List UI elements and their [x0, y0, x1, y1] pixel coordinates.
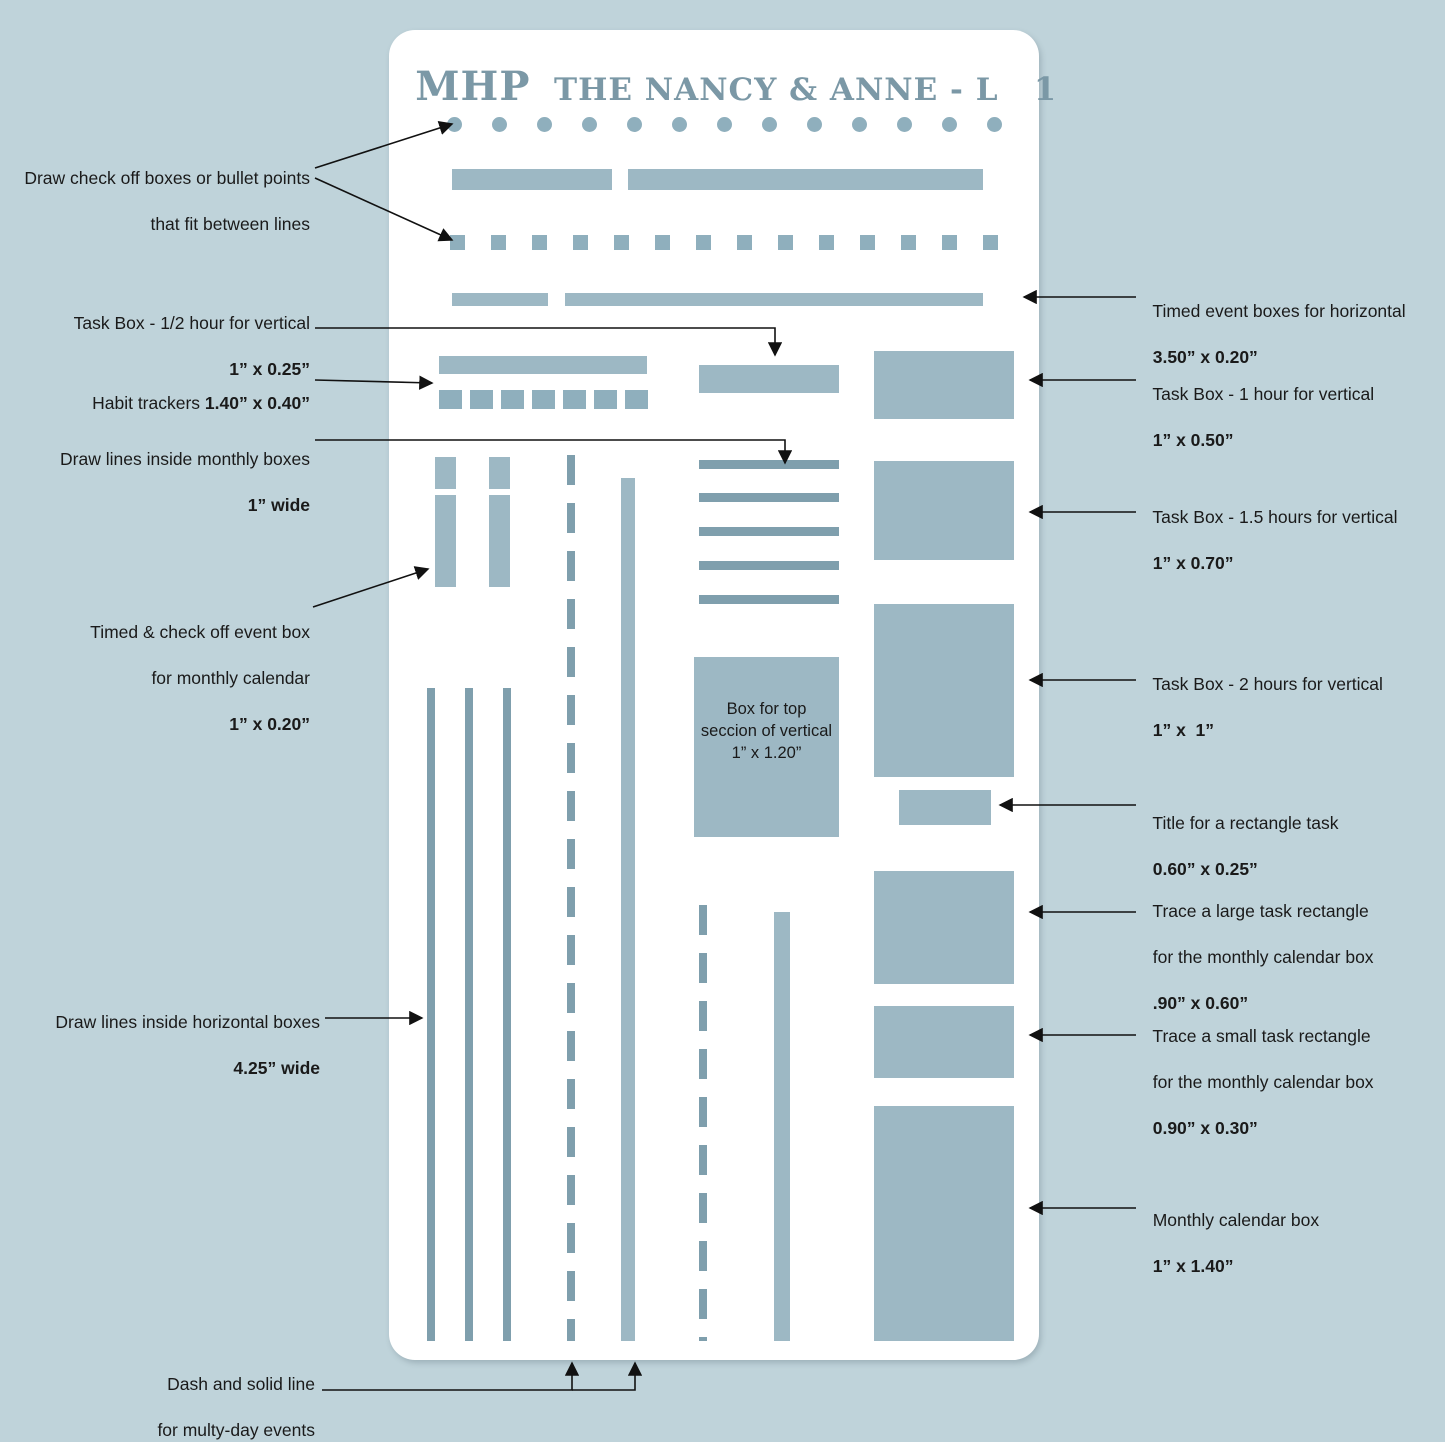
annotation-timed-event-boxes-horizontal: Timed event boxes for horizontal 3.50” x 0.20” [1152, 301, 1406, 367]
annotation-task-box-half-hour: Task Box - 1/2 hour for vertical 1” x 0.25” [73, 313, 310, 379]
cutout-bar-long-1 [628, 169, 983, 190]
timed-event-bar-1 [435, 495, 456, 587]
annotation-timed-checkoff-event-box: Timed & check off event box for monthly calendar 1” x 0.20” [90, 622, 310, 734]
title-rectangle-task-cutout [899, 790, 991, 825]
timed-event-box-1 [435, 457, 456, 489]
annotation-title-rectangle-task: Title for a rectangle task 0.60” x 0.25” [1152, 813, 1339, 879]
stencil-card [389, 30, 1058, 1360]
stencil-header [389, 44, 1058, 129]
monthly-calendar-box-cutout [874, 1106, 1014, 1341]
cutout-bar-short-2 [452, 293, 548, 306]
brand-mark: MHP [415, 63, 531, 110]
annotation-monthly-calendar-box: Monthly calendar box 1” x 1.40” [1152, 1210, 1320, 1276]
annotation-dash-solid-line: Dash and solid line for multy-day events [157, 1374, 315, 1440]
solid-line-left [621, 478, 635, 1341]
task-box-1-5-hours-cutout [874, 461, 1014, 560]
stencil-title: THE NANCY & ANNE - L [554, 72, 999, 108]
cutout-bar-short-1 [452, 169, 612, 190]
timed-event-bar-2 [489, 495, 510, 587]
task-box-2-hours-cutout [874, 604, 1014, 777]
dashed-line-left [567, 455, 575, 1341]
annotation-task-box-1-hour: Task Box - 1 hour for vertical 1” x 0.50” [1152, 384, 1375, 450]
trace-large-task-rectangle-cutout [874, 871, 1014, 984]
task-box-half-hour-cutout [699, 365, 839, 393]
annotation-task-box-1-5-hours: Task Box - 1.5 hours for vertical 1” x 0.70” [1152, 507, 1398, 573]
annotation-lines-horizontal-boxes: Draw lines inside horizontal boxes 4.25” wide [55, 1012, 320, 1078]
annotation-trace-small-task-rectangle: Trace a small task rectangle for the monthly calendar box 0.90” x 0.30” [1152, 1026, 1374, 1138]
annotation-lines-monthly-boxes: Draw lines inside monthly boxes 1” wide [60, 449, 310, 515]
annotation-task-box-2-hours: Task Box - 2 hours for vertical 1” x 1” [1152, 674, 1383, 740]
habit-tracker-bar [439, 356, 647, 374]
cutout-bar-long-2 [565, 293, 983, 306]
dashed-line-right [699, 905, 707, 1341]
trace-small-task-rectangle-cutout [874, 1006, 1014, 1078]
solid-line-right [774, 912, 790, 1341]
annotation-checkoff-boxes: Draw check off boxes or bullet points that fit between lines [24, 168, 310, 234]
timed-event-box-2 [489, 457, 510, 489]
stencil-number: 1 [1033, 70, 1058, 108]
annotation-habit-trackers: Habit trackers 1.40” x 0.40” [92, 393, 310, 413]
vertical-top-section-box-label: Box for top seccion of vertical 1” x 1.20” [700, 700, 833, 762]
task-box-1-hour-cutout [874, 351, 1014, 419]
annotation-trace-large-task-rectangle: Trace a large task rectangle for the monthly calendar box .90” x 0.60” [1152, 901, 1374, 1013]
